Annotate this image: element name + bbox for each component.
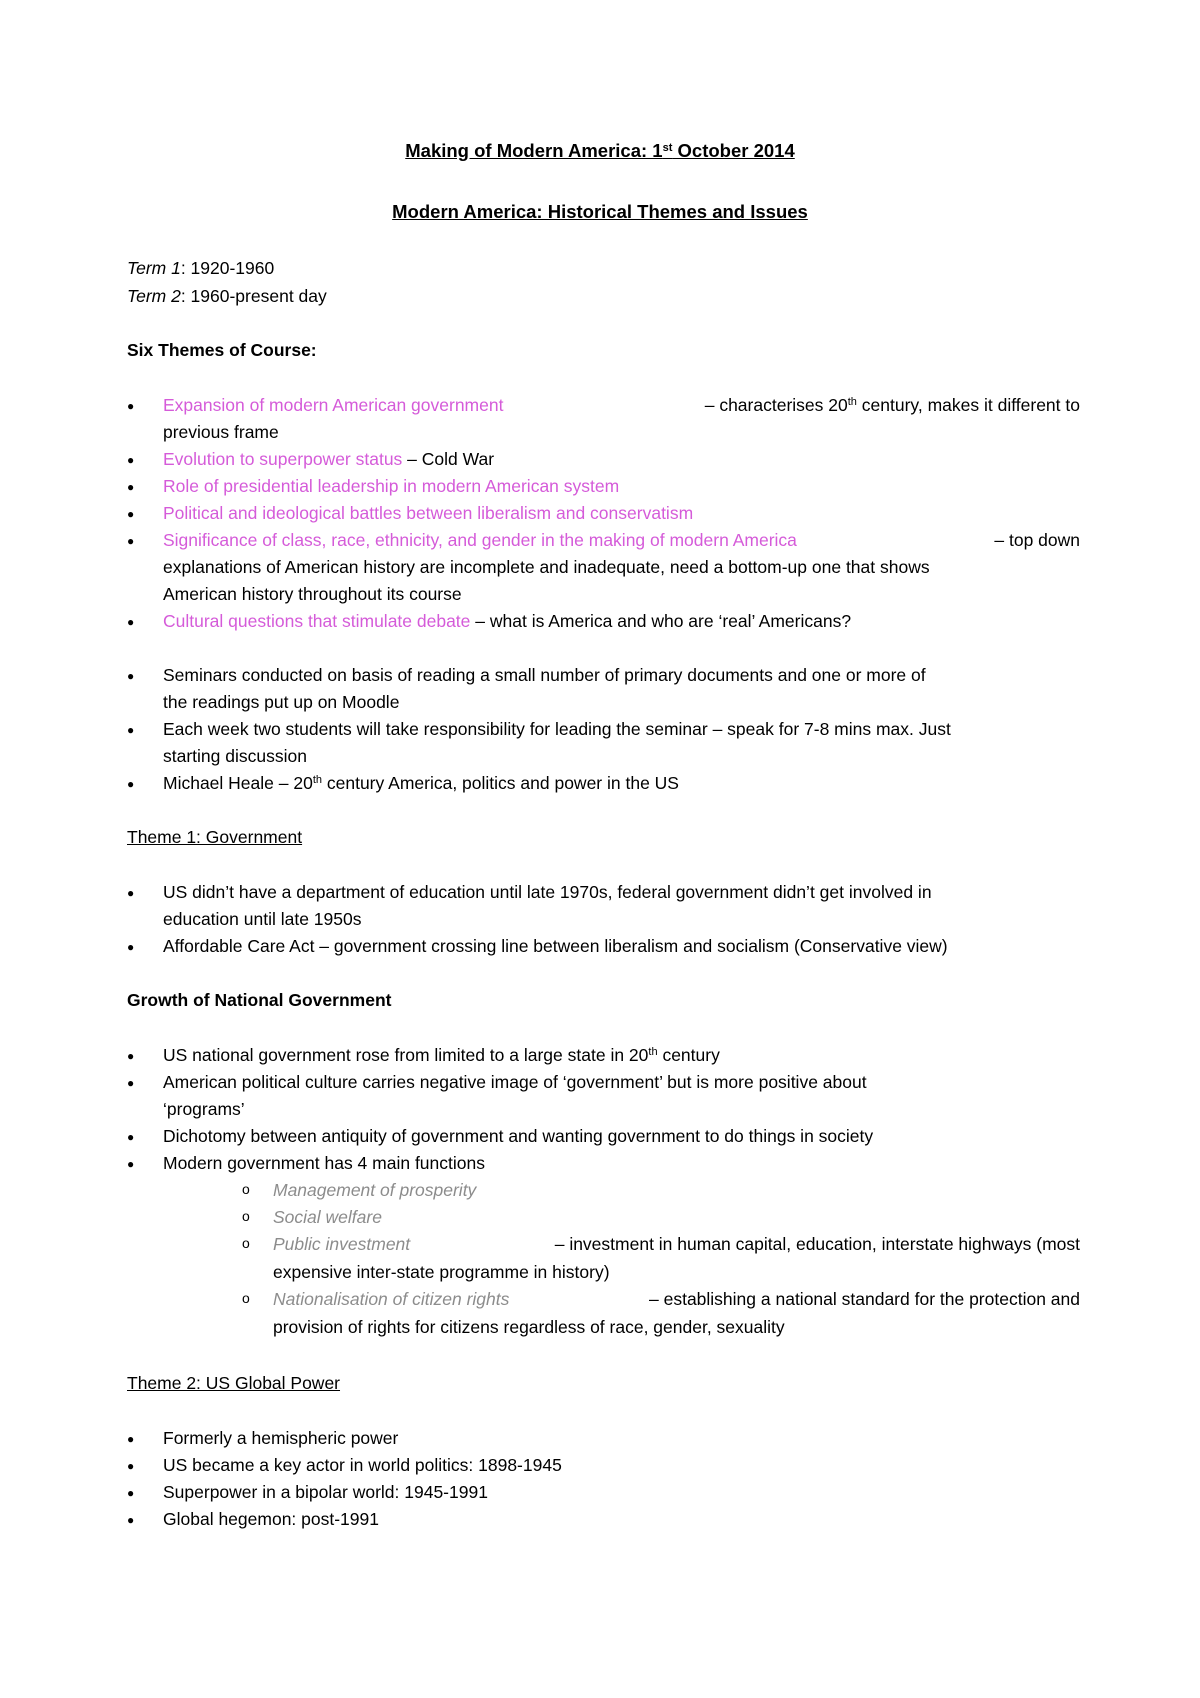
bullet-icon: ● [127,453,135,467]
bullet-icon: ● [127,723,135,737]
theme1-heading: Theme 1: Government [127,827,303,847]
theme-item-2: Evolution to superpower status – Cold War [163,449,495,469]
theme2-item-2: US became a key actor in world politics: 1898-1945 [163,1455,562,1475]
bullet-icon: ● [127,1049,135,1063]
note-item-1-cont: the readings put up on Moodle [163,692,400,712]
document-subtitle: Modern America: Historical Themes and Issues [392,201,808,222]
theme2-item-3: Superpower in a bipolar world: 1945-1991 [163,1482,488,1502]
growth-item-3: Dichotomy between antiquity of government and wanting government to do things in society [163,1126,874,1146]
growth-item-4: Modern government has 4 main functions [163,1153,485,1173]
theme-item-3: Role of presidential leadership in modern American system [163,476,620,496]
bullet-icon: ● [127,615,135,629]
note-item-2: Each week two students will take responsibility for leading the seminar – speak for 7-8 mins max. Just [163,719,951,739]
theme2-heading: Theme 2: US Global Power [127,1373,341,1393]
sub-bullet-icon: o [242,1181,250,1197]
bullet-icon: ● [127,1157,135,1171]
bullet-icon: ● [127,1432,135,1446]
bullet-icon: ● [127,940,135,954]
bullet-icon: ● [127,1459,135,1473]
note-item-3: Michael Heale – 20th century America, politics and power in the US [163,773,679,793]
six-themes-heading: Six Themes of Course: [127,340,317,360]
sub-bullet-icon: o [242,1208,250,1224]
theme-item-1-cont: previous frame [163,422,279,442]
growth-heading: Growth of National Government [127,990,392,1010]
sub-bullet-icon: o [242,1290,250,1306]
function-item-4: Nationalisation of citizen rights – establishing a national standard for the protection and [273,1289,1080,1309]
bullet-icon: ● [127,886,135,900]
function-item-4-cont: provision of rights for citizens regardless of race, gender, sexuality [273,1317,785,1337]
bullet-icon: ● [127,1076,135,1090]
bullet-icon: ● [127,507,135,521]
note-item-2-cont: starting discussion [163,746,307,766]
theme-item-5-cont2: American history throughout its course [163,584,462,604]
function-item-1: Management of prosperity [273,1180,477,1200]
sub-bullet-icon: o [242,1235,250,1251]
term-1: Term 1: 1920-1960 [127,258,275,278]
bullet-icon: ● [127,1130,135,1144]
theme-item-6: Cultural questions that stimulate debate – what is America and who are ‘real’ Americans? [163,611,852,631]
function-item-2: Social welfare [273,1207,382,1227]
theme-item-4: Political and ideological battles between liberalism and conservatism [163,503,694,523]
growth-item-2: American political culture carries negative image of ‘government’ but is more positive about [163,1072,867,1092]
theme2-item-4: Global hegemon: post-1991 [163,1509,379,1529]
document-title: Making of Modern America: 1st October 2014 [405,140,795,161]
term-2: Term 2: 1960-present day [127,286,327,306]
bullet-icon: ● [127,669,135,683]
growth-item-2-cont: ‘programs’ [163,1099,245,1119]
theme1-item-1: US didn’t have a department of education until late 1970s, federal government didn’t get involved in [163,882,932,902]
bullet-icon: ● [127,777,135,791]
function-item-3: Public investment – investment in human capital, education, interstate highways (most [273,1234,1080,1254]
bullet-icon: ● [127,534,135,548]
bullet-icon: ● [127,1513,135,1527]
growth-item-1: US national government rose from limited to a large state in 20th century [163,1045,720,1065]
theme1-item-1-cont: education until late 1950s [163,909,362,929]
theme1-item-2: Affordable Care Act – government crossing line between liberalism and socialism (Conservative view) [163,936,948,956]
theme-item-5-cont: explanations of American history are incomplete and inadequate, need a bottom-up one that shows [163,557,930,577]
note-item-1: Seminars conducted on basis of reading a small number of primary documents and one or more of [163,665,926,685]
theme2-item-1: Formerly a hemispheric power [163,1428,399,1448]
theme-item-1: Expansion of modern American government – characterises 20th century, makes it different to [163,395,1080,415]
bullet-icon: ● [127,1486,135,1500]
bullet-icon: ● [127,480,135,494]
theme-item-5: Significance of class, race, ethnicity, and gender in the making of modern America – top down [163,530,1080,550]
bullet-icon: ● [127,399,135,413]
function-item-3-cont: expensive inter-state programme in history) [273,1262,610,1282]
